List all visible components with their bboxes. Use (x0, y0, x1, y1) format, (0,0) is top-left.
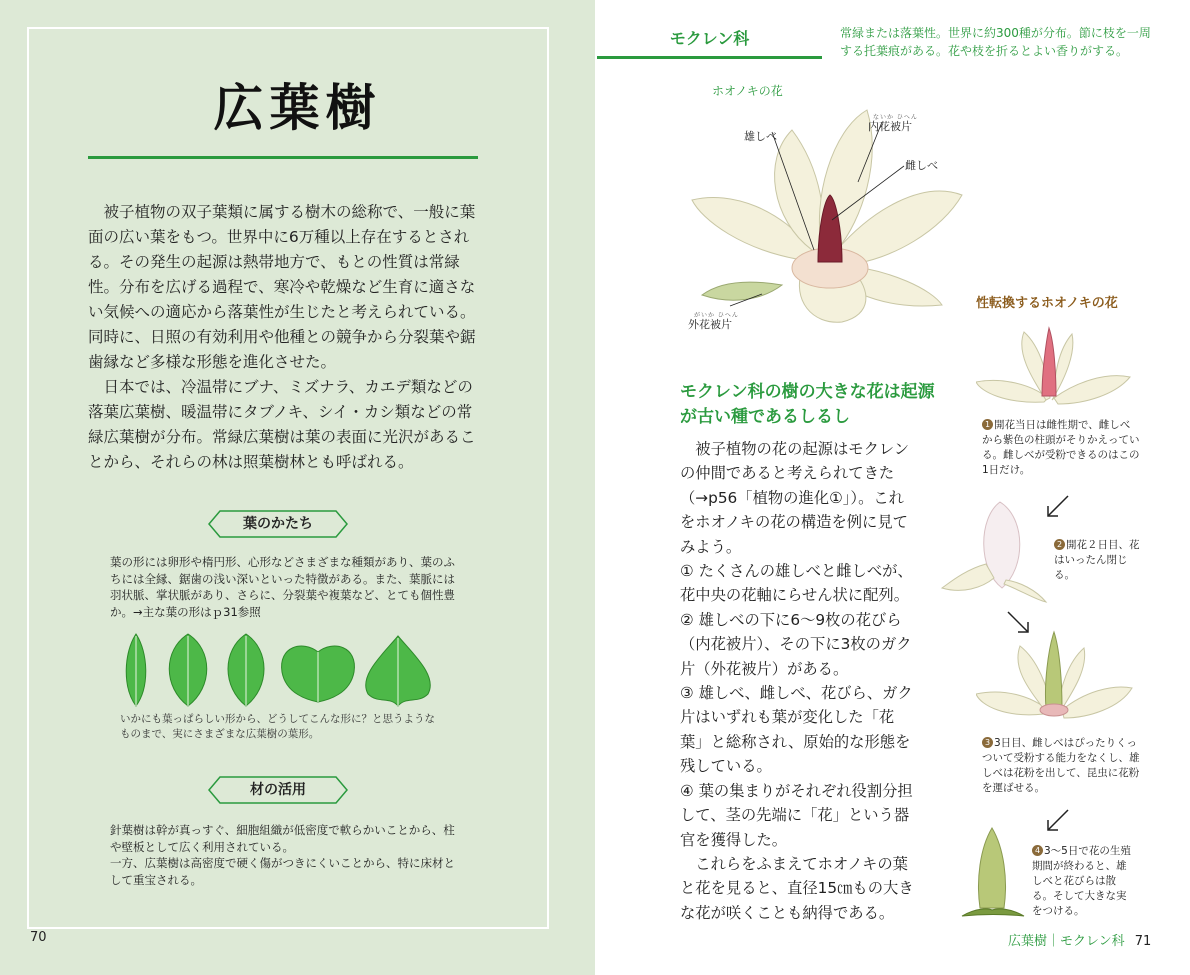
family-header-tab (597, 22, 822, 56)
cordate-leaf (366, 636, 431, 706)
leaf-shape-text: 葉の形には卵形や楕円形、心形などさまざまな種類があり、葉のふちには全縁、鋸歯の浅い深いといった特徴がある。また、葉脈には羽状脈、掌状脈があり、さらに、分裂葉や複葉など、とても個性豊か。→主な葉の形はｐ31参照 (110, 555, 455, 619)
leaf-shapes-illustration (118, 632, 438, 710)
inner-tepal-annotation: 内花被片 (868, 120, 912, 133)
wood-use-heading-label: 材の活用 (250, 782, 306, 798)
page-number-left: 70 (30, 930, 47, 945)
reniform-leaf (282, 646, 355, 702)
sex-change-title: 性転換するホオノキの花 (976, 296, 1118, 311)
stage-1-badge: 1 (982, 419, 993, 430)
title-divider (88, 156, 478, 159)
stage-2-text (1054, 538, 1144, 583)
lanceolate-leaf (228, 634, 264, 706)
flower-label: ホオノキの花 (712, 84, 783, 98)
ovate-leaf (126, 634, 146, 706)
intro-paragraph-2: 日本では、冷温帯にブナ、ミズナラ、カエデ類などの落葉広葉樹、暖温帯にタブノキ、シイ・カシ類などの常緑広葉樹が分布。常緑広葉樹は葉の表面に光沢があることから、それらの林は照葉樹林とも呼ばれる。 (88, 378, 476, 471)
stage-1-description: 開花当日は雌性期で、雌しべから紫色の柱頭がそりかえっている。雌しべが受粉できるのはこの1日だけ。 (982, 419, 1140, 476)
family-description: 常緑または落葉性。世界に約300種が分布。節に枝を一周する托葉痕がある。花や枝を折るとよい香りがする。 (840, 26, 1151, 58)
flower-stage-4-illustration (958, 824, 1028, 920)
stage-3-badge: 3 (982, 737, 993, 748)
flower-stage-1-illustration (976, 322, 1132, 414)
stamen-annotation: 雄しべ (744, 130, 777, 143)
stage-3-text (982, 736, 1140, 796)
leaf-caption: いかにも葉っぱらしい形から、どうしてこんな形に？と思うようなものまで、実にさまざまな広葉樹の葉形。 (120, 713, 435, 740)
stage-3-description: 3日目、雌しべはぴったりくっついて受粉する能力をなくし、雄しべは花粉を出して、昆虫に花粉を運ばせる。 (982, 737, 1140, 794)
stage-2-badge: 2 (1054, 539, 1065, 550)
elliptic-leaf (169, 634, 207, 706)
outer-tepal-reading: がいか ひへん (694, 312, 739, 319)
wood-use-text-1: 針葉樹は幹が真っすぐ、細胞組織が低密度で軟らかいことから、柱や壁板として広く利用されている。 (110, 823, 455, 854)
leaf-shape-heading (208, 510, 348, 538)
magnolia-flower-illustration (682, 100, 982, 330)
page-number-right: 71 (1134, 934, 1152, 949)
body-item-4: ④ 葉の集まりがそれぞれ役割分担して、茎の先端に「花」という器官を獲得した。 (680, 781, 913, 849)
flower-stage-3-illustration (976, 628, 1134, 728)
flower-stage-2-illustration (940, 498, 1050, 604)
body-item-1: ① たくさんの雄しべと雌しべが、花中央の花軸にらせん状に配列。 (680, 562, 913, 605)
intro-paragraph-1: 被子植物の双子葉類に属する樹木の総称で、一般に葉面の広い葉をもつ。世界中に6万種以上存在するとされる。その発生の起源は熱帯地方で、もとの性質は常緑性。分布を広げる過程で、寒冷や乾燥など生育に適さない気候への適応から落葉性が生じたと考えられている。同時に、日照の有効利用や他種との競争から分裂葉や鋸歯縁など多様な形態を進化させた。 (88, 203, 476, 371)
inner-tepal-reading: ないか ひへん (873, 114, 918, 121)
arrow-down-left-icon-2 (1042, 808, 1072, 834)
stage-4-description: 3〜5日で花の生殖期間が終わると、雄しべと花びらは散る。そして大きな実をつける。 (1032, 845, 1131, 917)
leaf-shape-heading-label: 葉のかたち (243, 516, 313, 532)
page-title: 広葉樹 (213, 79, 382, 137)
wood-use-heading (208, 776, 348, 804)
outer-tepal (702, 282, 782, 300)
section-heading: モクレン科の樹の大きな花は起源が古い種であるしるし (680, 382, 935, 427)
stage-1-text (982, 418, 1140, 478)
body-item-3: ③ 雄しべ、雌しべ、花びら、ガク片はいずれも葉が変化した「花葉」と総称され、原始的な形態を残している。 (680, 684, 913, 776)
family-header-label: モクレン科 (669, 29, 750, 48)
footer-section: 広葉樹｜モクレン科 (1008, 934, 1125, 949)
stage-4-badge: 4 (1032, 845, 1043, 856)
stage-2-description: 開花２日目、花はいったん閉じる。 (1054, 539, 1140, 581)
outer-tepal-annotation: 外花被片 (688, 318, 732, 331)
body-item-2: ② 雄しべの下に6〜9枚の花びら（内花被片）、その下に3枚のガク片（外花被片）がある。 (680, 610, 912, 678)
stage-4-text (1032, 844, 1136, 919)
family-header-underline (597, 56, 822, 59)
wood-use-text-2: 一方、広葉樹は高密度で硬く傷がつきにくいことから、特に床材として重宝される。 (110, 856, 455, 887)
page-footer-right (1008, 930, 1151, 949)
wood-use-text (110, 822, 455, 888)
body-paragraph-2: これらをふまえてホオノキの葉と花を見ると、直径15㎝もの大きな花が咲くことも納得である。 (680, 854, 914, 922)
intro-text (88, 200, 478, 475)
body-text (680, 437, 917, 925)
pistil-annotation: 雌しべ (905, 159, 938, 172)
body-paragraph-1: 被子植物の花の起源はモクレンの仲間であると考えられてきた（→p56「植物の進化①」）。これをホオノキの花の構造を例に見てみよう。 (680, 440, 910, 556)
